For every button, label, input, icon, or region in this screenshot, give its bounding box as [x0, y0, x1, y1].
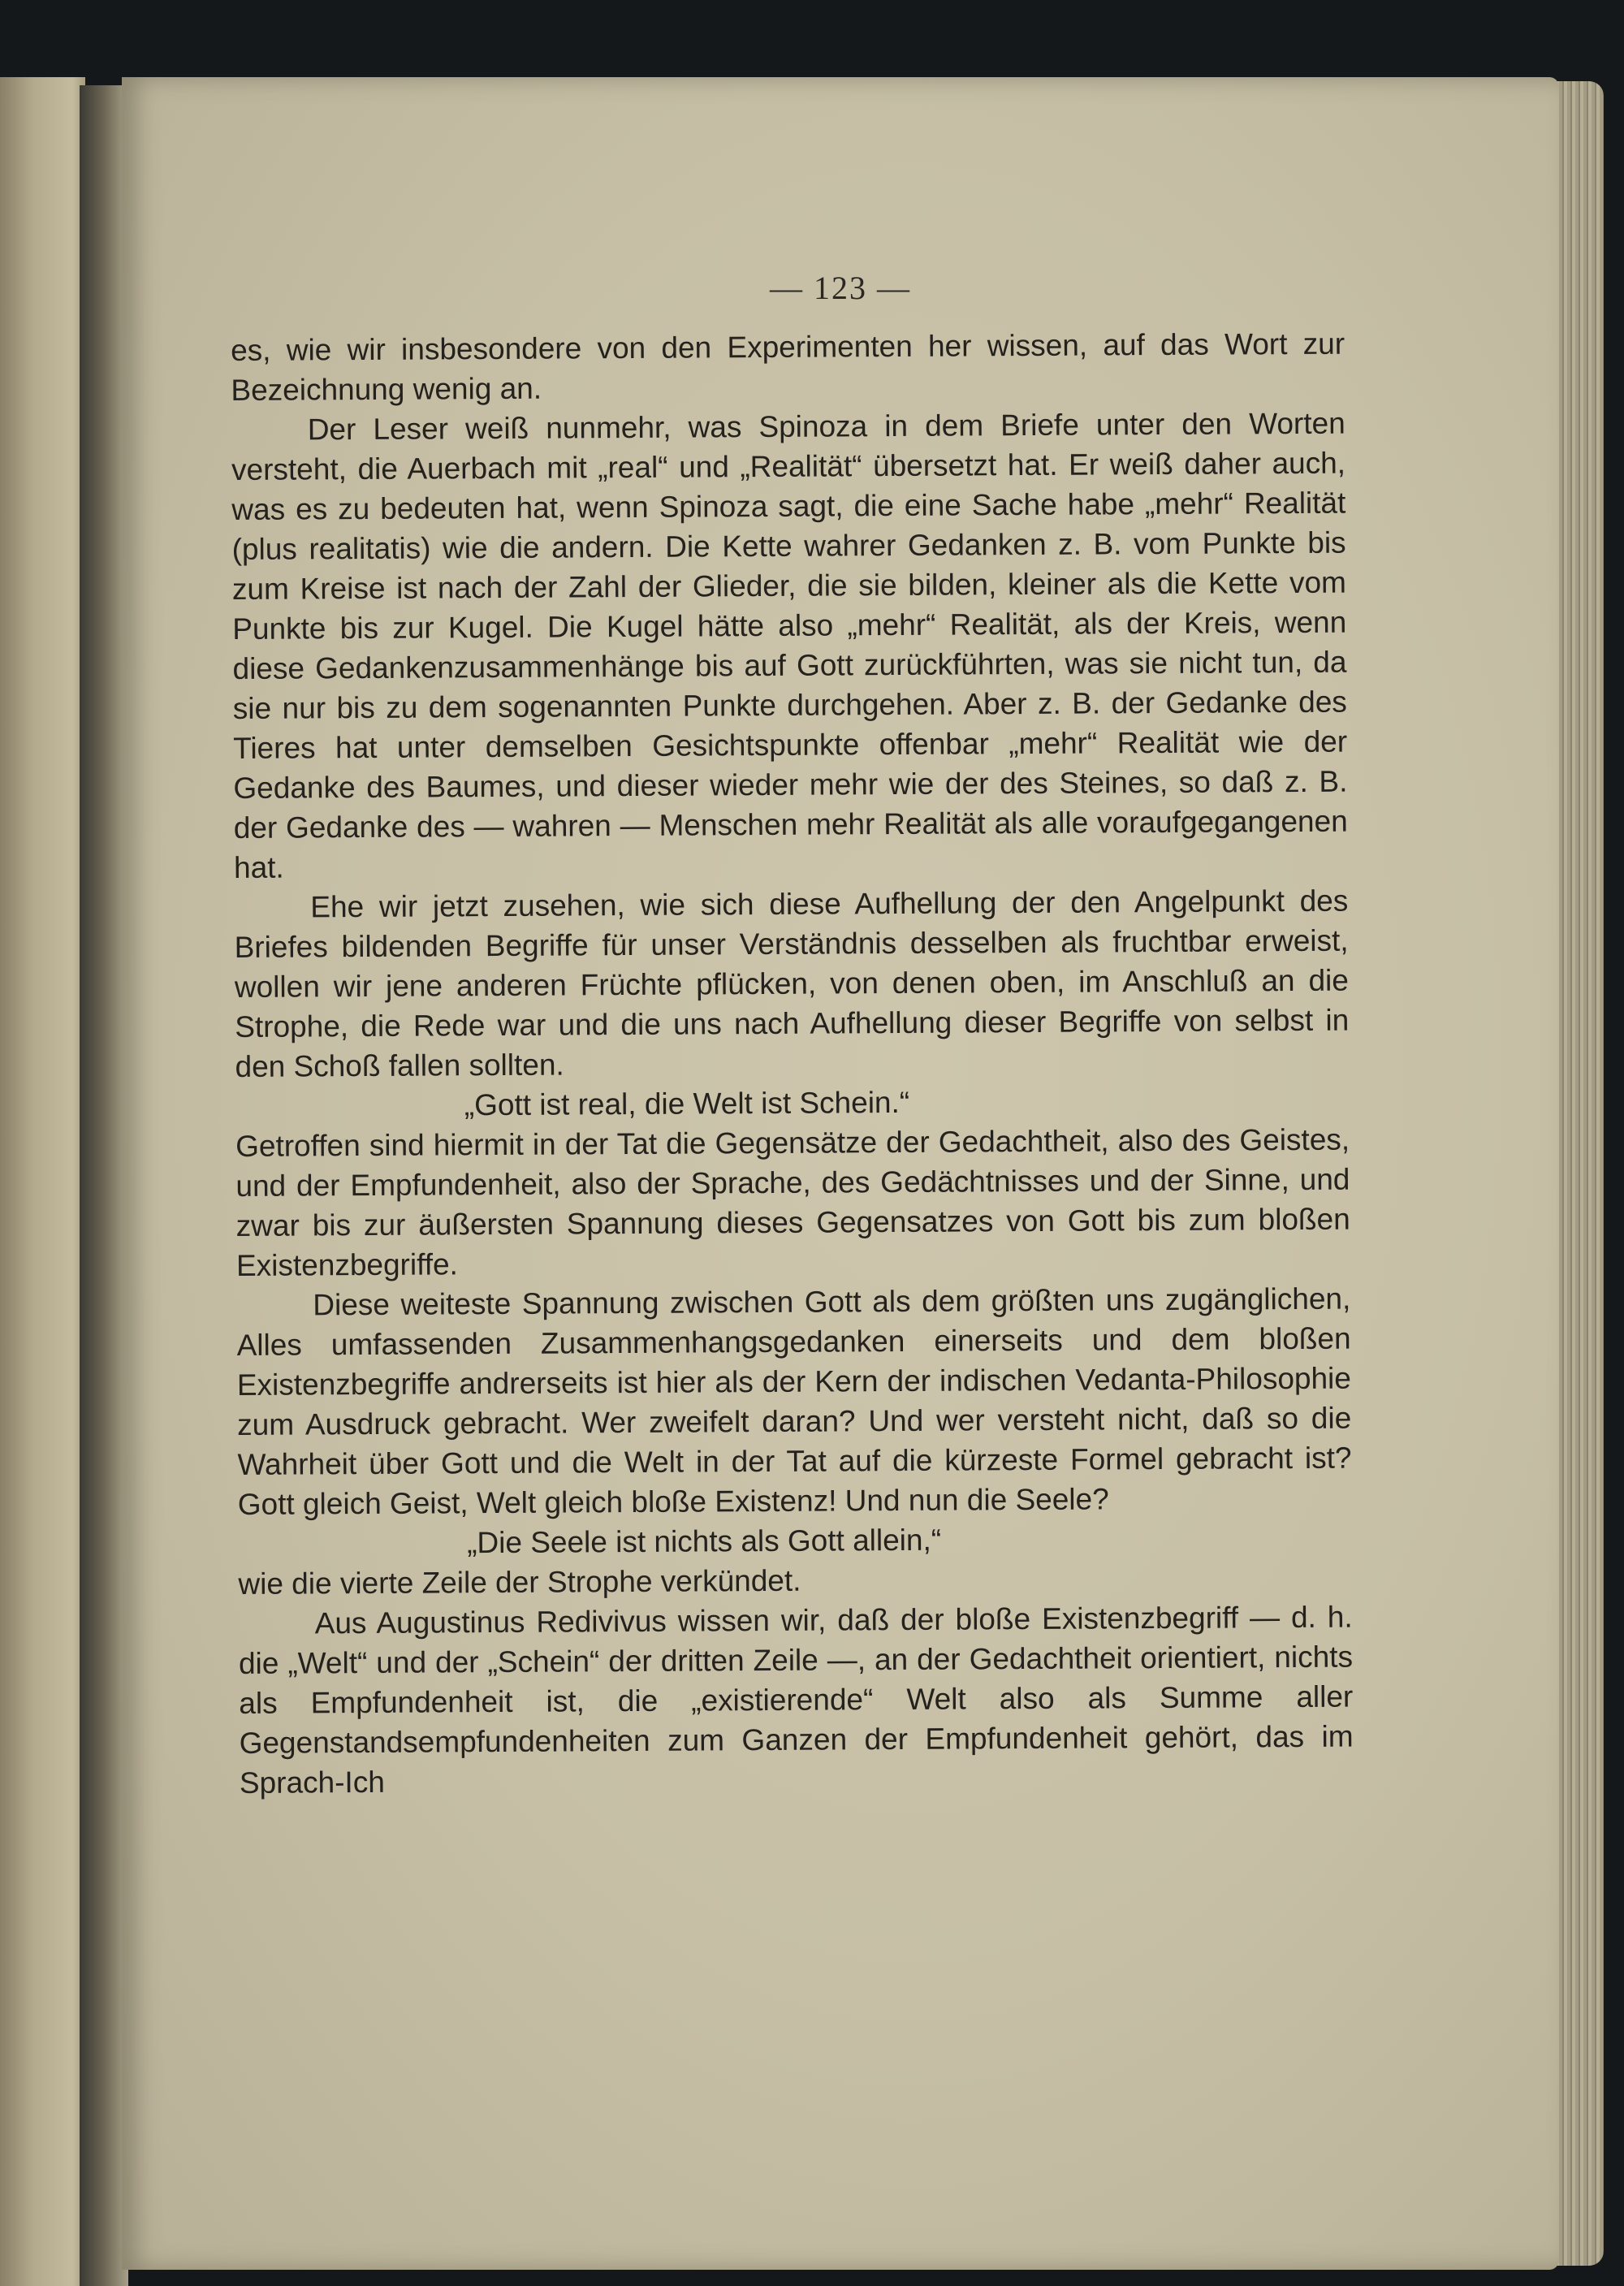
verse-quote: „Die Seele ist nichts als Gott allein,“	[466, 1523, 942, 1560]
page-number: — 123 —	[770, 270, 911, 306]
verse-quote: „Gott ist real, die Welt ist Schein.“	[464, 1085, 910, 1122]
book-gutter	[80, 85, 128, 2286]
left-page-edge	[0, 77, 85, 2286]
paragraph: es, wie wir insbesondere von den Experimenten her wissen, auf das Wort zur Bezeichnung wenig an.	[231, 326, 1345, 407]
body-text	[231, 324, 1354, 1803]
paragraph: Der Leser weiß nunmehr, was Spinoza in dem Briefe unter den Worten versteht, die Auerbach mit „real“ und „Realität“ übersetzt hat. Er weiß daher auch, was es zu bedeuten hat, wenn Spinoza sagt, die eine Sache habe „mehr“ Realität (plus realitatis) wie die andern. Die Kette wahrer Gedanken z. B. vom Punkte bis zum Kreise ist nach der Zahl der Glieder, die sie bilden, kleiner als die Kette vom Punkte bis zur Kugel. Die Kugel hätte also „mehr“ Realität, als der Kreis, wenn diese Gedankenzusammenhänge bis auf Gott zurückführten, was sie nicht tun, da sie nur bis zu dem sogenannten Punkte durchgehen. Aber z. B. der Gedanke des Tieres hat unter demselben Gesichtspunkte offenbar „mehr“ Realität wie der Gedanke des Baumes, und dieser wieder mehr wie der des Steines, so daß z. B. der Gedanke des — wahren — Menschen mehr Realität als alle voraufgegangenen hat.	[231, 406, 1348, 884]
paragraph: Getroffen sind hiermit in der Tat die Gegensätze der Gedachtheit, also des Geistes, und der Empfundenheit, also der Sprache, des Gedächtnisses und der Sinne, und zwar bis zur äußersten Spannung dieses Gegensatzes von Gott bis zum bloßen Existenzbegriffe.	[235, 1122, 1350, 1282]
paragraph: Diese weiteste Spannung zwischen Gott als dem größten uns zugänglichen, Alles umfassenden Zusammenhangsgedanken einerseits und dem bloßen Existenzbegriffe andrerseits ist hier als der Kern der indischen Vedanta-Philosophie zum Ausdruck gebracht. Wer zweifelt daran? Und wer versteht nicht, daß so die Wahrheit über Gott und die Welt in der Tat auf die kürzeste Formel gebracht ist? Gott gleich Geist, Welt gleich bloße Existenz! Und nun die Seele?	[236, 1281, 1352, 1521]
paragraph: Aus Augustinus Redivivus wissen wir, daß der bloße Existenzbegriff — d. h. die „Welt“ und der „Schein“ der dritten Zeile —, an der Gedachtheit orientiert, nichts als Empfundenheit ist, die „existierende“ Welt also als Summe aller Gegenstandsempfundenheiten zum Ganzen der Empfundenheit gehört, das im Sprach-Ich	[238, 1600, 1354, 1800]
paragraph: Ehe wir jetzt zusehen, wie sich diese Aufhellung der den Angelpunkt des Briefes bildenden Begriffe für unser Verständnis desselben als fruchtbar erweist, wollen wir jene anderen Früchte pflücken, von denen oben, im Anschluß an die Strophe, die Rede war und die uns nach Aufhellung dieser Begriffe von selbst in den Schoß fallen sollten.	[234, 884, 1350, 1083]
paragraph: wie die vierte Zeile der Strophe verkündet.	[238, 1563, 801, 1601]
book-page	[122, 77, 1559, 2270]
